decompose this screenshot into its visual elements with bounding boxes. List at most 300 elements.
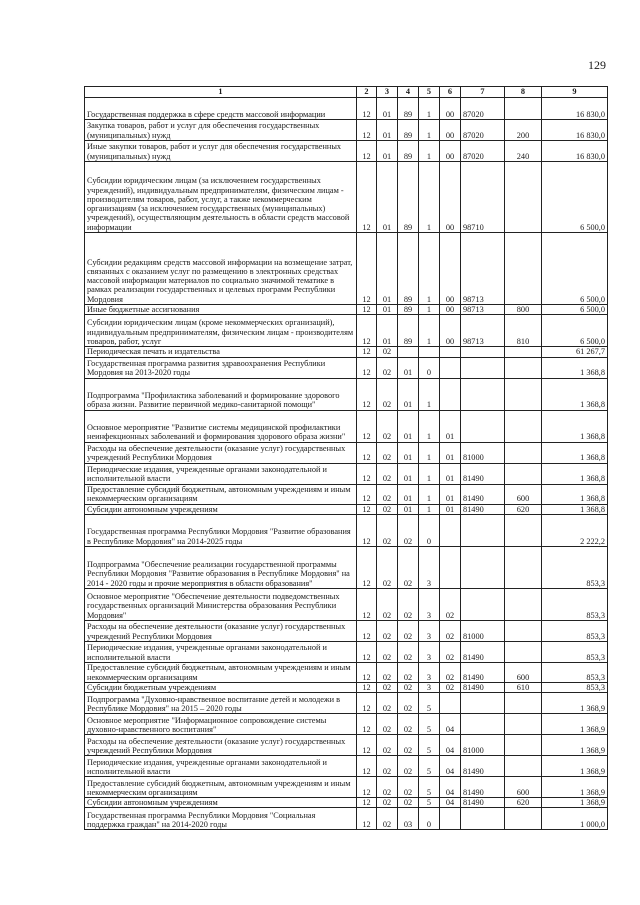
section-code-cell: 12 <box>357 233 377 305</box>
amount-cell: 853,3 <box>542 641 608 662</box>
program-code-cell: 02 <box>398 662 419 682</box>
row-name-cell: Предоставление субсидий бюджетным, автономным учреждениям и иным некоммерческим организациям <box>85 777 357 798</box>
row-name-cell: Государственная программа Республики Мордовия "Социальная поддержка граждан" на 2014-2020 годы <box>85 808 357 830</box>
measure-code-cell <box>440 347 461 357</box>
expense-type-cell: 600 <box>505 662 542 682</box>
amount-cell: 1 368,8 <box>542 463 608 484</box>
program-code-cell: 02 <box>398 777 419 798</box>
direction-code-cell: 81490 <box>461 641 505 662</box>
amount-cell: 2 222,2 <box>542 514 608 546</box>
direction-code-cell <box>461 693 505 714</box>
subprogram-code-cell: 1 <box>419 233 440 305</box>
subprogram-code-cell: 3 <box>419 620 440 641</box>
expense-type-cell <box>505 620 542 641</box>
section-code-cell: 12 <box>357 484 377 504</box>
program-code-cell: 89 <box>398 233 419 305</box>
section-code-cell: 12 <box>357 798 377 808</box>
section-code-cell: 12 <box>357 756 377 777</box>
direction-code-cell: 81490 <box>461 504 505 514</box>
program-code-cell: 01 <box>398 504 419 514</box>
amount-cell: 853,3 <box>542 662 608 682</box>
program-code-cell: 03 <box>398 808 419 830</box>
program-code-cell: 89 <box>398 98 419 120</box>
direction-code-cell: 98710 <box>461 162 505 233</box>
amount-cell: 1 368,8 <box>542 504 608 514</box>
program-code-cell: 01 <box>398 463 419 484</box>
table-row <box>85 808 608 830</box>
row-name-cell: Подпрограмма "Обеспечение реализации государственной программы Республики Мордовия "Развитие образования в Республике Мордовия" на 2014 - 2020 годы и прочие мероприятия в области образования" <box>85 546 357 588</box>
expense-type-cell: 240 <box>505 141 542 162</box>
measure-code-cell <box>440 357 461 378</box>
row-name-cell: Иные закупки товаров, работ и услуг для обеспечения государственных (муниципальных) нужд <box>85 141 357 162</box>
subprogram-code-cell: 1 <box>419 305 440 315</box>
expense-type-cell <box>505 546 542 588</box>
table-row <box>85 714 608 735</box>
amount-cell: 1 368,9 <box>542 777 608 798</box>
row-name-cell: Закупка товаров, работ и услуг для обеспечения государственных (муниципальных) нужд <box>85 120 357 141</box>
direction-code-cell <box>461 378 505 410</box>
column-header: 9 <box>542 87 608 98</box>
row-name-cell: Субсидии бюджетным учреждениям <box>85 682 357 692</box>
expense-type-cell <box>505 514 542 546</box>
subsection-code-cell: 02 <box>377 735 398 756</box>
amount-cell: 853,3 <box>542 682 608 692</box>
program-code-cell: 02 <box>398 682 419 692</box>
table-row <box>85 315 608 347</box>
measure-code-cell <box>440 808 461 830</box>
measure-code-cell: 00 <box>440 141 461 162</box>
subsection-code-cell: 02 <box>377 588 398 620</box>
section-code-cell: 12 <box>357 693 377 714</box>
section-code-cell: 12 <box>357 410 377 442</box>
expense-type-cell: 600 <box>505 777 542 798</box>
row-name-cell: Государственная поддержка в сфере средств массовой информации <box>85 98 357 120</box>
row-name-cell: Периодическая печать и издательства <box>85 347 357 357</box>
measure-code-cell: 00 <box>440 120 461 141</box>
direction-code-cell <box>461 357 505 378</box>
section-code-cell: 12 <box>357 662 377 682</box>
subsection-code-cell: 01 <box>377 305 398 315</box>
row-name-cell: Основное мероприятие "Информационное сопровождение системы духовно-нравственного воспитания" <box>85 714 357 735</box>
subprogram-code-cell: 5 <box>419 777 440 798</box>
amount-cell: 1 368,9 <box>542 735 608 756</box>
amount-cell: 1 368,9 <box>542 693 608 714</box>
section-code-cell: 12 <box>357 514 377 546</box>
budget-table <box>84 86 608 830</box>
table-row <box>85 463 608 484</box>
expense-type-cell: 620 <box>505 504 542 514</box>
subsection-code-cell: 01 <box>377 162 398 233</box>
table-row <box>85 141 608 162</box>
subsection-code-cell: 01 <box>377 233 398 305</box>
subprogram-code-cell: 1 <box>419 315 440 347</box>
measure-code-cell: 01 <box>440 410 461 442</box>
subsection-code-cell: 01 <box>377 141 398 162</box>
amount-cell: 16 830,0 <box>542 141 608 162</box>
program-code-cell: 02 <box>398 641 419 662</box>
section-code-cell: 12 <box>357 305 377 315</box>
measure-code-cell: 00 <box>440 315 461 347</box>
direction-code-cell: 98713 <box>461 305 505 315</box>
row-name-cell: Иные бюджетные ассигнования <box>85 305 357 315</box>
amount-cell: 16 830,0 <box>542 98 608 120</box>
subprogram-code-cell: 3 <box>419 546 440 588</box>
measure-code-cell: 02 <box>440 682 461 692</box>
subprogram-code-cell: 5 <box>419 756 440 777</box>
measure-code-cell: 02 <box>440 620 461 641</box>
table-row <box>85 588 608 620</box>
program-code-cell: 02 <box>398 735 419 756</box>
amount-cell: 1 368,8 <box>542 442 608 463</box>
measure-code-cell <box>440 546 461 588</box>
subsection-code-cell: 02 <box>377 808 398 830</box>
table-row <box>85 378 608 410</box>
row-name-cell: Расходы на обеспечение деятельности (оказание услуг) государственных учреждений Республики Мордовия <box>85 442 357 463</box>
subprogram-code-cell: 1 <box>419 410 440 442</box>
amount-cell: 1 368,8 <box>542 410 608 442</box>
program-code-cell <box>398 347 419 357</box>
expense-type-cell <box>505 347 542 357</box>
subsection-code-cell: 02 <box>377 504 398 514</box>
measure-code-cell: 02 <box>440 662 461 682</box>
row-name-cell: Расходы на обеспечение деятельности (оказание услуг) государственных учреждений Республики Мордовия <box>85 620 357 641</box>
expense-type-cell: 200 <box>505 120 542 141</box>
direction-code-cell: 81490 <box>461 662 505 682</box>
section-code-cell: 12 <box>357 808 377 830</box>
subprogram-code-cell: 3 <box>419 641 440 662</box>
program-code-cell: 89 <box>398 141 419 162</box>
amount-cell: 1 368,8 <box>542 378 608 410</box>
program-code-cell: 01 <box>398 378 419 410</box>
amount-cell: 6 500,0 <box>542 305 608 315</box>
table-row <box>85 693 608 714</box>
direction-code-cell: 81490 <box>461 798 505 808</box>
table-row <box>85 410 608 442</box>
subprogram-code-cell: 0 <box>419 357 440 378</box>
row-name-cell: Периодические издания, учрежденные органами законодательной и исполнительной власти <box>85 463 357 484</box>
amount-cell: 16 830,0 <box>542 120 608 141</box>
row-name-cell: Подпрограмма "Профилактика заболеваний и формирование здорового образа жизни. Развитие первичной медико-санитарной помощи" <box>85 378 357 410</box>
row-name-cell: Государственная программа Республики Мордовия "Развитие образования в Республике Мордовия" на 2014-2025 годы <box>85 514 357 546</box>
expense-type-cell <box>505 756 542 777</box>
amount-cell: 1 368,8 <box>542 357 608 378</box>
measure-code-cell <box>440 514 461 546</box>
measure-code-cell: 04 <box>440 798 461 808</box>
direction-code-cell: 81490 <box>461 756 505 777</box>
subsection-code-cell: 02 <box>377 662 398 682</box>
measure-code-cell: 00 <box>440 162 461 233</box>
program-code-cell: 89 <box>398 315 419 347</box>
row-name-cell: Субсидии юридическим лицам (кроме некоммерческих организаций), индивидуальным предпринимателям, физическим лицам - производителям товаров, работ, услуг <box>85 315 357 347</box>
subsection-code-cell: 01 <box>377 120 398 141</box>
program-code-cell: 02 <box>398 514 419 546</box>
table-row <box>85 662 608 682</box>
direction-code-cell: 87020 <box>461 98 505 120</box>
expense-type-cell: 610 <box>505 682 542 692</box>
program-code-cell: 02 <box>398 588 419 620</box>
program-code-cell: 02 <box>398 546 419 588</box>
measure-code-cell: 02 <box>440 641 461 662</box>
table-row <box>85 756 608 777</box>
program-code-cell: 01 <box>398 442 419 463</box>
subprogram-code-cell: 1 <box>419 442 440 463</box>
table-row <box>85 162 608 233</box>
amount-cell: 6 500,0 <box>542 315 608 347</box>
section-code-cell: 12 <box>357 347 377 357</box>
subsection-code-cell: 02 <box>377 442 398 463</box>
row-name-cell: Субсидии редакциям средств массовой информации на возмещение затрат, связанных с оказанием услуг по размещению в электронных средствах массовой информации материалов по социально значимой тематике в рамках реализации государственных и целевых программ Республики Мордовия <box>85 233 357 305</box>
column-header: 6 <box>440 87 461 98</box>
subprogram-code-cell: 5 <box>419 798 440 808</box>
subsection-code-cell: 02 <box>377 378 398 410</box>
amount-cell: 1 368,9 <box>542 714 608 735</box>
amount-cell: 1 368,9 <box>542 798 608 808</box>
table-row <box>85 620 608 641</box>
measure-code-cell: 04 <box>440 756 461 777</box>
direction-code-cell: 81000 <box>461 620 505 641</box>
row-name-cell: Субсидии автономным учреждениям <box>85 504 357 514</box>
subprogram-code-cell: 1 <box>419 141 440 162</box>
amount-cell: 1 368,9 <box>542 756 608 777</box>
row-name-cell: Субсидии автономным учреждениям <box>85 798 357 808</box>
amount-cell: 853,3 <box>542 620 608 641</box>
program-code-cell: 02 <box>398 798 419 808</box>
row-name-cell: Государственная программа развития здравоохранения Республики Мордовия на 2013-2020 годы <box>85 357 357 378</box>
table-row <box>85 120 608 141</box>
subsection-code-cell: 02 <box>377 798 398 808</box>
measure-code-cell: 04 <box>440 735 461 756</box>
direction-code-cell <box>461 808 505 830</box>
expense-type-cell <box>505 410 542 442</box>
program-code-cell: 89 <box>398 305 419 315</box>
expense-type-cell: 810 <box>505 315 542 347</box>
direction-code-cell <box>461 588 505 620</box>
section-code-cell: 12 <box>357 777 377 798</box>
subprogram-code-cell: 0 <box>419 808 440 830</box>
measure-code-cell: 04 <box>440 714 461 735</box>
subsection-code-cell: 02 <box>377 641 398 662</box>
amount-cell: 853,3 <box>542 588 608 620</box>
subprogram-code-cell: 1 <box>419 98 440 120</box>
section-code-cell: 12 <box>357 463 377 484</box>
subprogram-code-cell: 1 <box>419 120 440 141</box>
expense-type-cell <box>505 735 542 756</box>
row-name-cell: Основное мероприятие "Обеспечение деятельности подведомственных государственных организаций Министерства образования Республики Мордовия" <box>85 588 357 620</box>
subsection-code-cell: 01 <box>377 315 398 347</box>
section-code-cell: 12 <box>357 682 377 692</box>
table-row <box>85 347 608 357</box>
subsection-code-cell: 02 <box>377 546 398 588</box>
program-code-cell: 01 <box>398 357 419 378</box>
expense-type-cell: 800 <box>505 305 542 315</box>
section-code-cell: 12 <box>357 378 377 410</box>
subprogram-code-cell: 1 <box>419 378 440 410</box>
expense-type-cell <box>505 442 542 463</box>
table-row <box>85 682 608 692</box>
page-number: 129 <box>588 58 606 72</box>
section-code-cell: 12 <box>357 546 377 588</box>
section-code-cell: 12 <box>357 714 377 735</box>
subprogram-code-cell: 1 <box>419 504 440 514</box>
column-header: 3 <box>377 87 398 98</box>
subsection-code-cell: 02 <box>377 620 398 641</box>
subsection-code-cell: 02 <box>377 756 398 777</box>
section-code-cell: 12 <box>357 442 377 463</box>
table-row <box>85 305 608 315</box>
expense-type-cell <box>505 714 542 735</box>
table-row <box>85 233 608 305</box>
subsection-code-cell: 02 <box>377 347 398 357</box>
direction-code-cell: 81000 <box>461 735 505 756</box>
subprogram-code-cell: 0 <box>419 514 440 546</box>
direction-code-cell: 81490 <box>461 682 505 692</box>
row-name-cell: Подпрограмма "Духовно-нравственное воспитание детей и молодежи в Республике Мордовия" на 2015 – 2020 годы <box>85 693 357 714</box>
subsection-code-cell: 02 <box>377 682 398 692</box>
table-row <box>85 641 608 662</box>
subsection-code-cell: 02 <box>377 693 398 714</box>
direction-code-cell <box>461 347 505 357</box>
table-row <box>85 514 608 546</box>
row-name-cell: Основное мероприятие "Развитие системы медицинской профилактики неинфекционных заболеваний и формирования здорового образа жизни" <box>85 410 357 442</box>
expense-type-cell <box>505 641 542 662</box>
table-row <box>85 98 608 120</box>
expense-type-cell <box>505 808 542 830</box>
direction-code-cell: 81490 <box>461 463 505 484</box>
direction-code-cell: 81000 <box>461 442 505 463</box>
row-name-cell: Предоставление субсидий бюджетным, автономным учреждениям и иным некоммерческим организациям <box>85 484 357 504</box>
table-row <box>85 442 608 463</box>
amount-cell: 853,3 <box>542 546 608 588</box>
section-code-cell: 12 <box>357 315 377 347</box>
subsection-code-cell: 02 <box>377 514 398 546</box>
measure-code-cell: 00 <box>440 98 461 120</box>
measure-code-cell: 00 <box>440 233 461 305</box>
measure-code-cell: 01 <box>440 484 461 504</box>
direction-code-cell: 81490 <box>461 484 505 504</box>
row-name-cell: Субсидии юридическим лицам (за исключением государственных учреждений), индивидуальным предпринимателям, физическим лицам - производителям товаров, работ, услуг, а также некоммерческим организациям (за исключением государственных (муниципальных) учреждений), осуществляющим деятельность в области средств массовой информации <box>85 162 357 233</box>
column-header: 1 <box>85 87 357 98</box>
measure-code-cell: 02 <box>440 588 461 620</box>
measure-code-cell <box>440 378 461 410</box>
amount-cell: 1 368,8 <box>542 484 608 504</box>
section-code-cell: 12 <box>357 620 377 641</box>
table-row <box>85 777 608 798</box>
measure-code-cell: 01 <box>440 442 461 463</box>
program-code-cell: 02 <box>398 620 419 641</box>
section-code-cell: 12 <box>357 120 377 141</box>
column-header: 8 <box>505 87 542 98</box>
program-code-cell: 01 <box>398 410 419 442</box>
measure-code-cell: 01 <box>440 504 461 514</box>
amount-cell: 1 000,0 <box>542 808 608 830</box>
subsection-code-cell: 02 <box>377 714 398 735</box>
amount-cell: 6 500,0 <box>542 233 608 305</box>
expense-type-cell: 620 <box>505 798 542 808</box>
table-row <box>85 484 608 504</box>
subsection-code-cell: 02 <box>377 484 398 504</box>
expense-type-cell <box>505 693 542 714</box>
direction-code-cell: 87020 <box>461 120 505 141</box>
row-name-cell: Расходы на обеспечение деятельности (оказание услуг) государственных учреждений Республики Мордовия <box>85 735 357 756</box>
table-row <box>85 735 608 756</box>
subprogram-code-cell: 1 <box>419 162 440 233</box>
column-header: 4 <box>398 87 419 98</box>
row-name-cell: Периодические издания, учрежденные органами законодательной и исполнительной власти <box>85 641 357 662</box>
subsection-code-cell: 02 <box>377 463 398 484</box>
section-code-cell: 12 <box>357 735 377 756</box>
measure-code-cell: 04 <box>440 777 461 798</box>
table-row <box>85 546 608 588</box>
section-code-cell: 12 <box>357 162 377 233</box>
subprogram-code-cell: 3 <box>419 662 440 682</box>
expense-type-cell <box>505 357 542 378</box>
subprogram-code-cell <box>419 347 440 357</box>
program-code-cell: 89 <box>398 120 419 141</box>
table-row <box>85 357 608 378</box>
column-header: 5 <box>419 87 440 98</box>
subprogram-code-cell: 5 <box>419 693 440 714</box>
section-code-cell: 12 <box>357 141 377 162</box>
subsection-code-cell: 02 <box>377 357 398 378</box>
subprogram-code-cell: 3 <box>419 588 440 620</box>
measure-code-cell <box>440 693 461 714</box>
column-header: 2 <box>357 87 377 98</box>
subprogram-code-cell: 3 <box>419 682 440 692</box>
subprogram-code-cell: 5 <box>419 735 440 756</box>
direction-code-cell: 87020 <box>461 141 505 162</box>
column-header: 7 <box>461 87 505 98</box>
row-name-cell: Периодические издания, учрежденные органами законодательной и исполнительной власти <box>85 756 357 777</box>
direction-code-cell: 98713 <box>461 315 505 347</box>
expense-type-cell <box>505 233 542 305</box>
direction-code-cell <box>461 410 505 442</box>
expense-type-cell <box>505 463 542 484</box>
subprogram-code-cell: 1 <box>419 463 440 484</box>
subprogram-code-cell: 5 <box>419 714 440 735</box>
expense-type-cell <box>505 588 542 620</box>
table-header-row <box>85 87 608 98</box>
row-name-cell: Предоставление субсидий бюджетным, автономным учреждениям и иным некоммерческим организациям <box>85 662 357 682</box>
direction-code-cell <box>461 714 505 735</box>
direction-code-cell <box>461 514 505 546</box>
program-code-cell: 02 <box>398 756 419 777</box>
amount-cell: 6 500,0 <box>542 162 608 233</box>
section-code-cell: 12 <box>357 504 377 514</box>
program-code-cell: 01 <box>398 484 419 504</box>
section-code-cell: 12 <box>357 641 377 662</box>
program-code-cell: 02 <box>398 714 419 735</box>
expense-type-cell <box>505 378 542 410</box>
table-row <box>85 504 608 514</box>
program-code-cell: 89 <box>398 162 419 233</box>
subsection-code-cell: 02 <box>377 410 398 442</box>
subsection-code-cell: 01 <box>377 98 398 120</box>
section-code-cell: 12 <box>357 98 377 120</box>
subsection-code-cell: 02 <box>377 777 398 798</box>
amount-cell: 61 267,7 <box>542 347 608 357</box>
measure-code-cell: 00 <box>440 305 461 315</box>
direction-code-cell: 98713 <box>461 233 505 305</box>
table-row <box>85 798 608 808</box>
expense-type-cell <box>505 162 542 233</box>
expense-type-cell <box>505 98 542 120</box>
table-body <box>85 98 608 830</box>
measure-code-cell: 01 <box>440 463 461 484</box>
direction-code-cell <box>461 546 505 588</box>
subprogram-code-cell: 1 <box>419 484 440 504</box>
program-code-cell: 02 <box>398 693 419 714</box>
direction-code-cell: 81490 <box>461 777 505 798</box>
